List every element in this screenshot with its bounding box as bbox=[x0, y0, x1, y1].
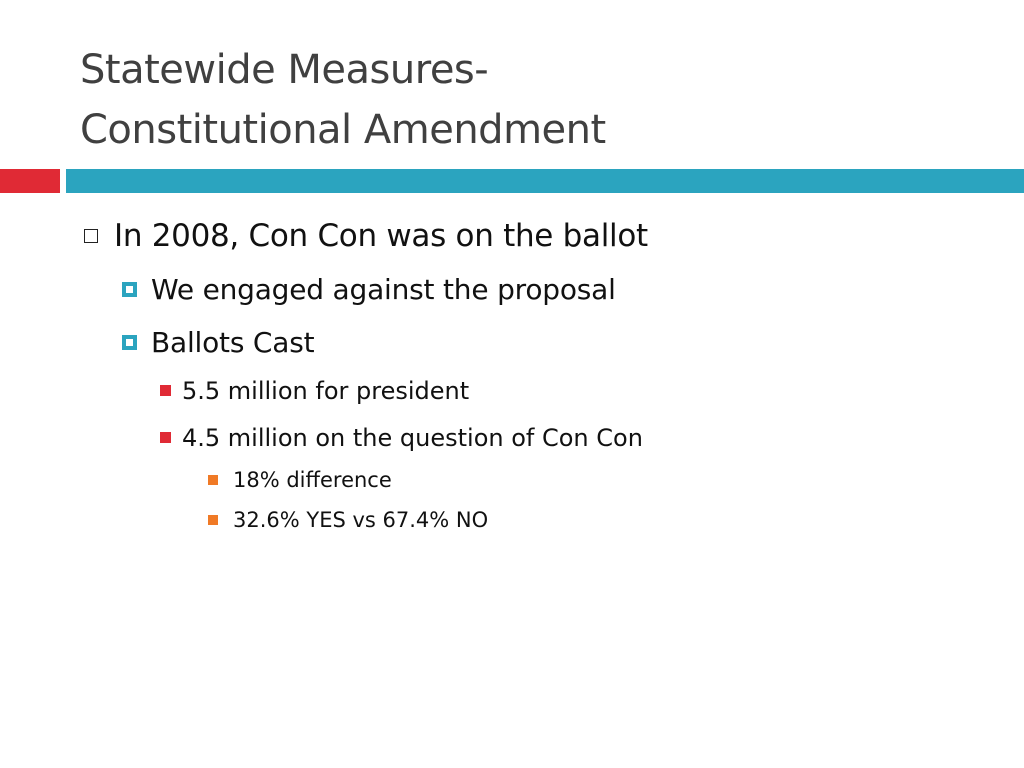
accent-bar-red bbox=[0, 169, 60, 193]
accent-bar-teal bbox=[66, 169, 1024, 193]
teal-square-bullet-icon bbox=[122, 335, 137, 350]
bullet-text: 4.5 million on the question of Con Con bbox=[182, 424, 643, 452]
orange-square-bullet-icon bbox=[208, 475, 218, 485]
red-square-bullet-icon bbox=[160, 432, 171, 443]
bullet-text: 5.5 million for president bbox=[182, 377, 470, 405]
bullet-level-2 bbox=[151, 271, 616, 308]
title-line-1: Statewide Measures- bbox=[80, 47, 489, 93]
hollow-square-bullet-icon bbox=[84, 229, 98, 243]
bullet-level-4 bbox=[233, 465, 392, 494]
slide-title bbox=[80, 40, 606, 160]
bullet-text: 32.6% YES vs 67.4% NO bbox=[233, 508, 489, 532]
title-line-2: Constitutional Amendment bbox=[80, 107, 606, 153]
bullet-level-3 bbox=[182, 421, 643, 454]
bullet-level-1 bbox=[114, 214, 648, 256]
bullet-text: Ballots Cast bbox=[151, 326, 315, 359]
bullet-level-3 bbox=[182, 374, 469, 407]
bullet-text: In 2008, Con Con was on the ballot bbox=[114, 217, 648, 254]
red-square-bullet-icon bbox=[160, 385, 171, 396]
bullet-text: We engaged against the proposal bbox=[151, 273, 616, 306]
orange-square-bullet-icon bbox=[208, 515, 218, 525]
bullet-text: 18% difference bbox=[233, 468, 392, 492]
bullet-level-4 bbox=[233, 505, 488, 534]
teal-square-bullet-icon bbox=[122, 282, 137, 297]
bullet-level-2 bbox=[151, 324, 314, 361]
